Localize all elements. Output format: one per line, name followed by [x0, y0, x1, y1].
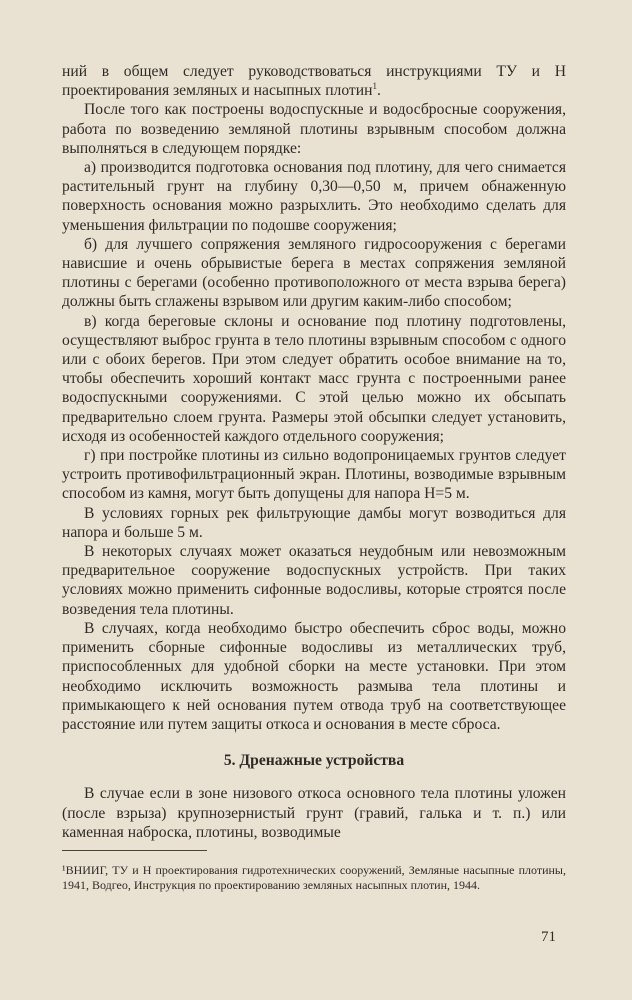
list-item-v: в) когда береговые склоны и основание под плотину подготовлены, осуществляют выброс грунта в тело плотины взрывным способом с одного или с обоих берегов. При этом следует обратить особое внимание на то, чтобы обеспечить хороший контакт масс грунта с построенными ранее водоспускными сооружениями. С этой целью можно их обсыпать предварительно слоем грунта. Размеры этой обсыпки следует установить, исходя из особенностей каждого отдельного сооружения;	[62, 312, 566, 445]
paragraph-water-discharge: В случаях, когда необходимо быстро обеспечить сброс воды, можно применить сборные сифонные водосливы из металлических труб, приспособленных для удобной сборки на месте установки. При этом необходимо исключить возможность размыва тела плотины и примыкающего к ней основания путем отвода труб на соответствующее расстояние или путем защиты откоса и основания в месте сброса.	[62, 619, 566, 733]
paragraph-order-intro: После того как построены водоспускные и водосбросные сооружения, работа по возведению земляной плотины взрывным способом должна выполняться в следующем порядке:	[62, 101, 566, 157]
list-item-g: г) при постройке плотины из сильно водопроницаемых грунтов следует устроить противофильтрационный экран. Плотины, возводимые взрывным способом из камня, могут быть допущены для напора H=5 м.	[62, 447, 566, 503]
footnote: ¹ВНИИГ, ТУ и Н проектирования гидротехнических сооружений, Земляные насыпные плотины, 1941, Водгео, Инструкция по проектированию земляных насыпных плотин, 1944.	[62, 862, 566, 893]
paragraph-drainage: В случае если в зоне низового откоса основного тела плотины уложен (после взрыза) крупнозернистый грунт (гравий, галька и т. п.) или каменная наброска, плотины, возводимые	[62, 785, 566, 841]
section-heading: 5. Дренажные устройства	[223, 752, 405, 770]
page-number: 71	[541, 929, 556, 945]
list-item-b: б) для лучшего сопряжения земляного гидросооружения с берегами нависшие и очень обрывистые берега в местах сопряжения земляной плотины с берегами (особенно противоположного от места взрыва берега) должны быть сглажены взрывом или другим каким-либо способом;	[62, 235, 566, 311]
footnote-marker: 1	[372, 81, 377, 92]
list-item-a: а) производится подготовка основания под плотину, для чего снимается растительный грунт на глубину 0,30—0,50 м, причем обнаженную поверхность основания можно разрыхлить. Это необходимо сделать для уменьшения фильтрации по подошве сооружения;	[62, 159, 566, 234]
paragraph-siphon-spillways: В некоторых случаях может оказаться неудобным или невозможным предварительное сооружение водоспускных устройств. При таких условиях можно применить сифонные водосливы, которые строятся после возведения тела плотины.	[62, 543, 566, 618]
paragraph-mountain-rivers: В условиях горных рек фильтрующие дамбы могут возводиться для напора и больше 5 м.	[62, 504, 566, 541]
footnote-divider	[62, 850, 207, 851]
paragraph-continuation: ний в общем следует руководствоваться инструкциями ТУ и Н проектирования земляных и насыпных плотин$^1$.	[62, 63, 566, 100]
